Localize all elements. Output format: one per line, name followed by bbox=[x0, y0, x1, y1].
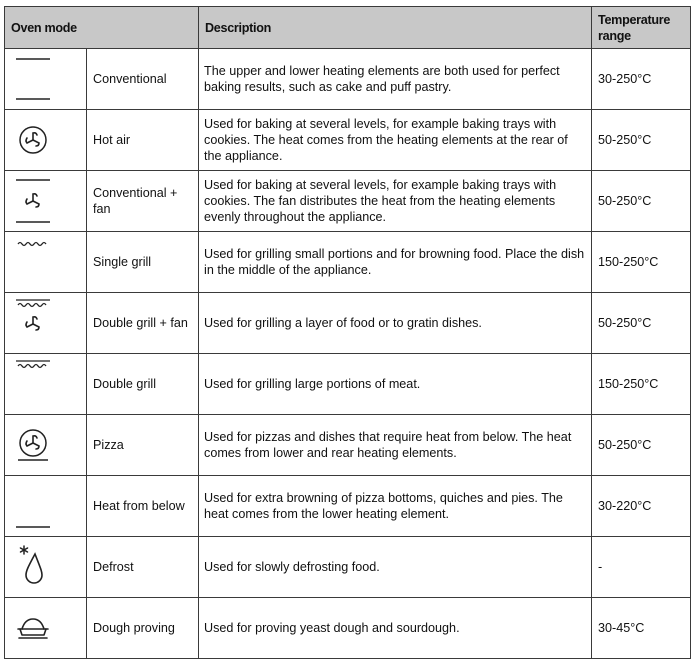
mode-description: Used for baking at several levels, for example baking trays with cookies. The fan distributes the heat from the heating elements evenly throughout the appliance. bbox=[199, 171, 592, 232]
mode-description: Used for grilling large portions of meat. bbox=[199, 354, 592, 415]
mode-name: Conventional bbox=[87, 49, 199, 110]
defrost-icon bbox=[5, 537, 87, 597]
temperature-range: 30-45°C bbox=[592, 598, 691, 659]
icon-cell bbox=[5, 598, 87, 659]
mode-description: Used for grilling a layer of food or to gratin dishes. bbox=[199, 293, 592, 354]
mode-name: Defrost bbox=[87, 537, 199, 598]
table-row bbox=[5, 476, 691, 537]
table-row bbox=[5, 598, 691, 659]
temperature-range: 50-250°C bbox=[592, 110, 691, 171]
mode-name: Single grill bbox=[87, 232, 199, 293]
table-row bbox=[5, 49, 691, 110]
table-row bbox=[5, 293, 691, 354]
mode-name: Heat from below bbox=[87, 476, 199, 537]
mode-name: Dough proving bbox=[87, 598, 199, 659]
table-row bbox=[5, 354, 691, 415]
icon-cell bbox=[5, 415, 87, 476]
double-grill-icon bbox=[5, 354, 87, 414]
mode-name: Conventional + fan bbox=[87, 171, 199, 232]
mode-description: Used for slowly defrosting food. bbox=[199, 537, 592, 598]
dough-proving-icon bbox=[5, 598, 87, 658]
hot-air-fan-icon bbox=[5, 110, 87, 170]
temperature-range: - bbox=[592, 537, 691, 598]
conventional-icon bbox=[5, 49, 87, 109]
mode-description: Used for proving yeast dough and sourdough. bbox=[199, 598, 592, 659]
icon-cell bbox=[5, 293, 87, 354]
table-row bbox=[5, 537, 691, 598]
temperature-range: 50-250°C bbox=[592, 171, 691, 232]
icon-cell bbox=[5, 537, 87, 598]
table-row bbox=[5, 232, 691, 293]
temperature-range: 30-250°C bbox=[592, 49, 691, 110]
mode-description: Used for grilling small portions and for browning food. Place the dish in the middle of the appliance. bbox=[199, 232, 592, 293]
header-temperature-range: Temperature range bbox=[592, 7, 691, 49]
temperature-range: 150-250°C bbox=[592, 232, 691, 293]
mode-description: The upper and lower heating elements are both used for perfect baking results, such as cake and puff pastry. bbox=[199, 49, 592, 110]
header-oven-mode: Oven mode bbox=[5, 7, 199, 49]
heat-from-below-icon bbox=[5, 476, 87, 536]
table-row bbox=[5, 415, 691, 476]
icon-cell bbox=[5, 110, 87, 171]
icon-cell bbox=[5, 49, 87, 110]
mode-name: Pizza bbox=[87, 415, 199, 476]
conventional-fan-icon bbox=[5, 171, 87, 231]
icon-cell bbox=[5, 476, 87, 537]
mode-description: Used for pizzas and dishes that require heat from below. The heat comes from lower and rear heating elements. bbox=[199, 415, 592, 476]
temperature-range: 50-250°C bbox=[592, 415, 691, 476]
icon-cell bbox=[5, 232, 87, 293]
header-description: Description bbox=[199, 7, 592, 49]
mode-description: Used for baking at several levels, for example baking trays with cookies. The heat comes from the heating elements at the rear of the appliance. bbox=[199, 110, 592, 171]
single-grill-icon bbox=[5, 232, 87, 292]
mode-name: Double grill + fan bbox=[87, 293, 199, 354]
table-row bbox=[5, 171, 691, 232]
mode-description: Used for extra browning of pizza bottoms, quiches and pies. The heat comes from the lower heating element. bbox=[199, 476, 592, 537]
table-header-row bbox=[5, 7, 691, 49]
temperature-range: 50-250°C bbox=[592, 293, 691, 354]
double-grill-fan-icon bbox=[5, 293, 87, 353]
table-row bbox=[5, 110, 691, 171]
temperature-range: 30-220°C bbox=[592, 476, 691, 537]
mode-name: Hot air bbox=[87, 110, 199, 171]
icon-cell bbox=[5, 171, 87, 232]
icon-cell bbox=[5, 354, 87, 415]
temperature-range: 150-250°C bbox=[592, 354, 691, 415]
oven-modes-table bbox=[4, 6, 691, 659]
mode-name: Double grill bbox=[87, 354, 199, 415]
pizza-icon bbox=[5, 415, 87, 475]
